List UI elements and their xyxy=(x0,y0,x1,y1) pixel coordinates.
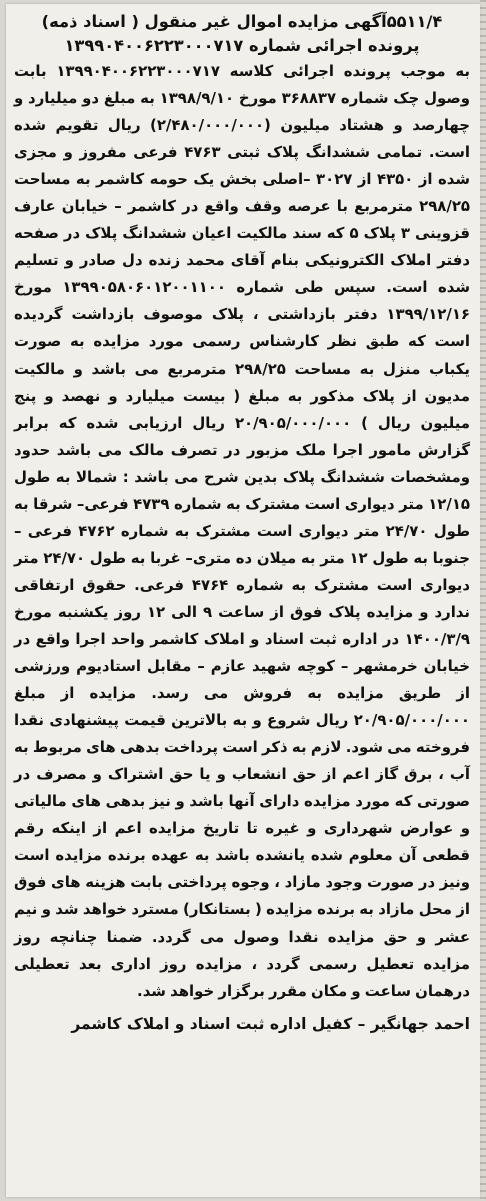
signature-line: احمد جهانگیر – کفیل اداره ثبت اسناد و املاک کاشمر xyxy=(71,1014,470,1033)
auction-notice xyxy=(14,10,470,1037)
file-number-line: پرونده اجرائی شماره ۱۳۹۹۰۴۰۰۶۲۲۳۰۰۰۷۱۷ xyxy=(64,36,420,55)
notice-body: به موجب پرونده اجرائی کلاسه ۱۳۹۹۰۴۰۰۶۲۲۳۰۰۰۷۱۷ بابت وصول چک شماره ۳۶۸۸۳۷ مورخ ۱۳۹۸/۹/۱۰ به مبلغ دو میلیارد و چهارصد و هشتاد میلیون (۲/۴۸۰/۰۰۰/۰۰۰) ریال تقویم شده است. تمامی ششدانگ پلاک ثبتی ۴۷۶۳ فرعی مفروز و مجزی شده از ۴۳۵۰ از ۳۰۲۷ –اصلی بخش یک حومه کاشمر به مساحت ۲۹۸/۲۵ مترمربع با عرصه وقف واقع در کاشمر – خیابان عارف قزوینی ۳ پلاک ۵ که سند مالکیت اعیان ششدانگ پلاک در صفحه دفتر املاک الکترونیکی بنام آقای محمد زنده دل صادر و تسلیم شده است. سپس طی شماره ۱۳۹۹۰۵۸۰۶۰۱۲۰۰۱۱۰۰ مورخ ۱۳۹۹/۱۲/۱۶ دفتر بازداشتی ، پلاک موصوف بازداشت گردیده است که طبق نظر کارشناس رسمی مورد مزایده به صورت یکباب منزل به مساحت ۲۹۸/۲۵ مترمربع می باشد و مالکیت مدیون از پلاک مذکور به مبلغ ( بیست میلیارد و نهصد و پنج میلیون ریال ) ۲۰/۹۰۵/۰۰۰/۰۰۰ ریال ارزیابی شده که برابر گزارش مامور اجرا ملک مزبور در تصرف مالک می باشد حدود ومشخصات ششدانگ پلاک بدین شرح می باشد : شمالا به طول ۱۲/۱۵ متر دیواری است مشترک به شماره ۴۷۳۹ فرعی– شرقا به طول ۲۴/۷۰ متر دیواری است مشترک به شماره ۴۷۶۲ فرعی – جنوبا به طول ۱۲ متر به میلان ده متری– غربا به طول ۲۴/۷۰ متر دیواری است مشترک به شماره ۴۷۶۴ فرعی. حقوق ارتفاقی ندارد و مزایده پلاک فوق از ساعت ۹ الی ۱۲ روز یکشنبه مورخ ۱۴۰۰/۳/۹ در اداره ثبت اسناد و املاک کاشمر واحد اجرا واقع در خیابان خرمشهر – کوچه شهید عازم – مقابل استادیوم ورزشی از طریق مزایده به فروش می رسد. مزایده از مبلغ ۲۰/۹۰۵/۰۰۰/۰۰۰ ریال شروع و به بالاترین قیمت پیشنهادی نقدا فروخته می شود. لازم به ذکر است پرداخت بدهی های مربوط به آب ، برق گاز اعم از حق انشعاب و یا حق اشتراک و مصرف در صورتی که مورد مزایده دارای آنها باشد و نیز بدهی های مالیاتی و عوارض شهرداری و غیره تا تاریخ مزایده اعم از اینکه رقم قطعی آن معلوم شده یانشده باشد به عهده برنده مزایده است ونیز در صورت وجود مازاد ، وجوه پرداختی بابت هزینه های فوق از محل مازاد به برنده مزایده ( بستانکار) مسترد خواهد شد و نیم عشر و حق مزایده نقدا وصول می گردد. ضمنا چنانچه روز مزایده تعطیل رسمی گردد ، مزایده روز اداری بعد تعطیلی درهمان ساعت و مکان مقرر برگزار خواهد شد. xyxy=(14,62,471,1000)
notice-title: ۵۵۱۱/۴آگهی مزایده اموال غیر منقول ( اسناد ذمه) xyxy=(41,12,443,31)
page-edge xyxy=(480,0,486,1201)
